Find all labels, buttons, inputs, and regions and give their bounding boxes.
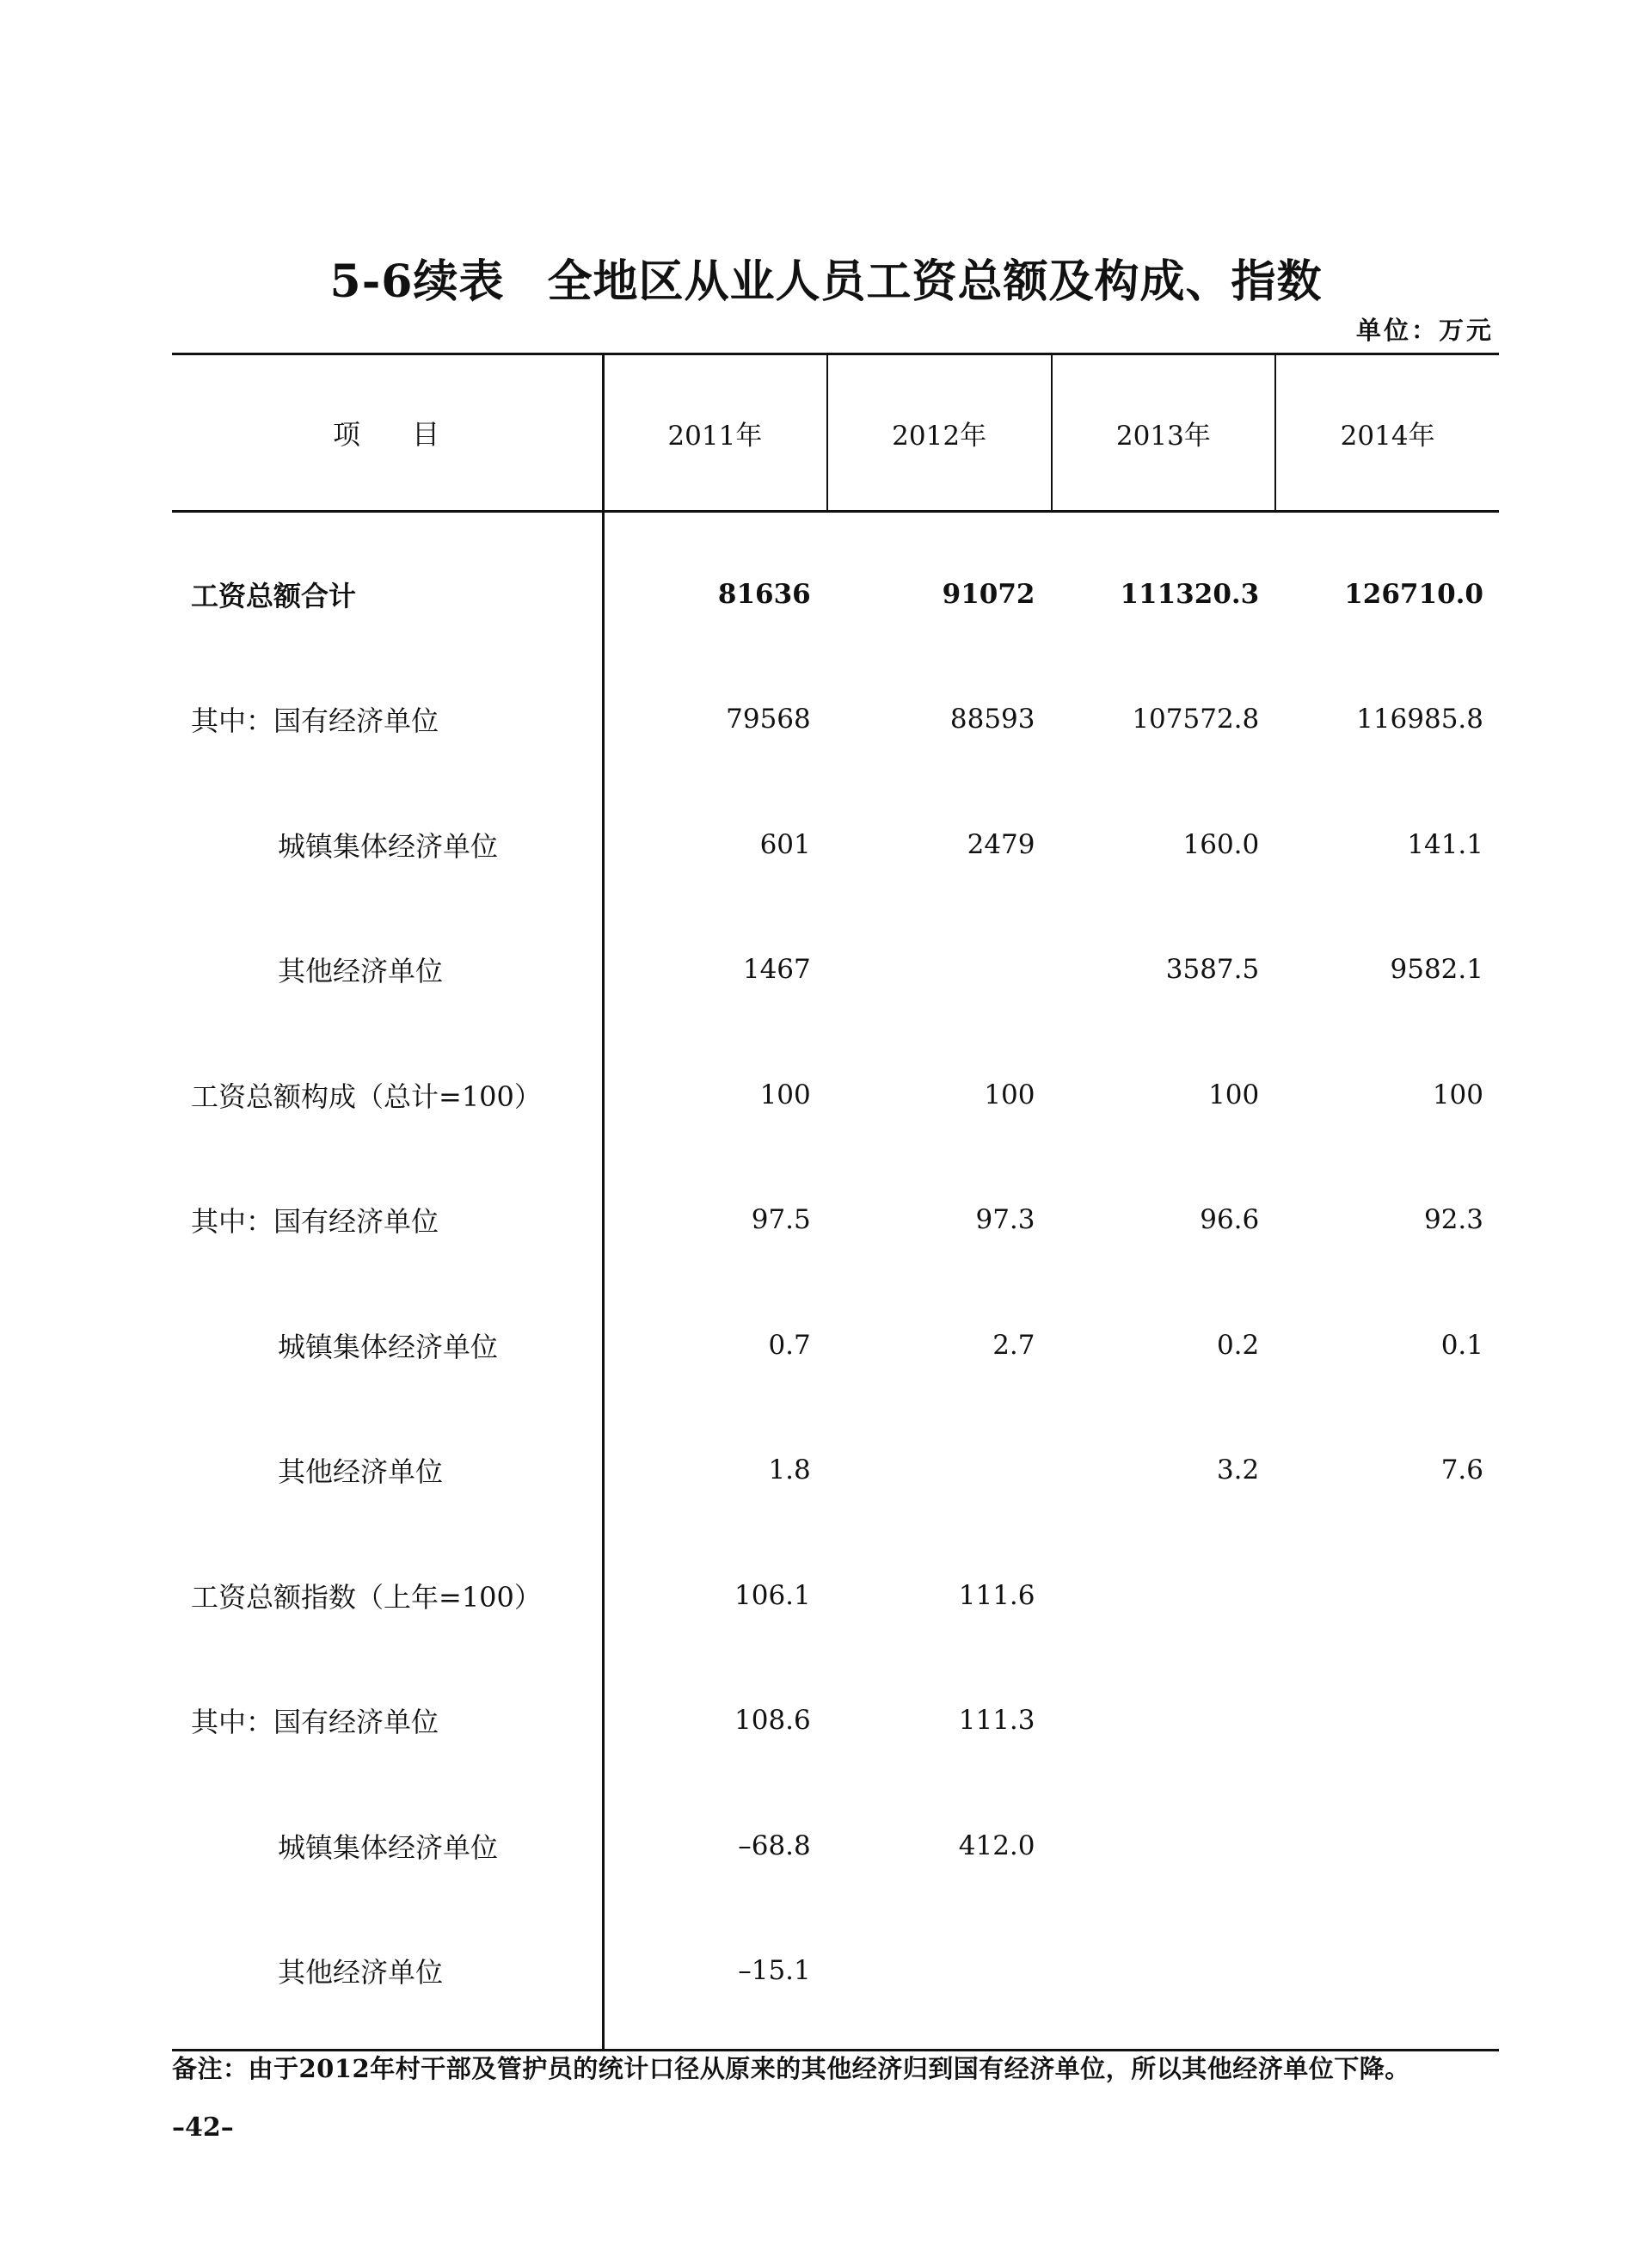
cell-value: 91072 [942, 578, 1035, 610]
row-label: 其中：国有经济单位 [191, 1706, 439, 1739]
unit-label: 单位：万元 [1355, 316, 1494, 345]
header-item: 项 目 [332, 418, 442, 451]
header-year-2014: 2014年 [1274, 355, 1499, 510]
cell-value: 412.0 [958, 1830, 1035, 1861]
row-label: 其他经济单位 [278, 1455, 444, 1489]
cell-value: 111.3 [958, 1705, 1035, 1737]
row-label: 城镇集体经济单位 [278, 1830, 499, 1864]
cell-value: 97.3 [975, 1204, 1035, 1236]
table-title: 全地区从业人员工资总额及构成、指数 [547, 255, 1323, 308]
cell-value: 1.8 [768, 1454, 811, 1486]
cell-value: 1467 [742, 954, 811, 986]
page-number: –42– [172, 2112, 234, 2143]
table-row [172, 1032, 1499, 1158]
data-table [172, 353, 1499, 2051]
header-year-2012: 2012年 [826, 355, 1051, 510]
row-label: 其他经济单位 [278, 1956, 444, 1989]
cell-value: 107572.8 [1132, 704, 1260, 735]
row-label: 工资总额合计 [191, 579, 357, 612]
row-label: 工资总额指数（上年=100） [191, 1580, 542, 1614]
table-header [172, 355, 1499, 513]
cell-value: 100 [1208, 1079, 1260, 1110]
cell-value: 111.6 [958, 1579, 1035, 1611]
table-row [172, 1408, 1499, 1534]
cell-value: 2.7 [992, 1329, 1035, 1361]
cell-value: 100 [759, 1079, 811, 1110]
header-year-2013: 2013年 [1051, 355, 1275, 510]
cell-value: 97.5 [751, 1204, 811, 1236]
cell-value: 160.0 [1182, 828, 1260, 860]
header-year-2011: 2011年 [602, 355, 826, 510]
row-label: 其他经济单位 [278, 955, 444, 988]
cell-value: 126710.0 [1344, 578, 1483, 610]
row-label: 城镇集体经济单位 [278, 829, 499, 863]
cell-value: 116985.8 [1356, 704, 1483, 735]
table-row [172, 907, 1499, 1033]
page-title [0, 245, 1652, 310]
table-row [172, 657, 1499, 783]
cell-value: 141.1 [1407, 828, 1483, 860]
cell-value: 0.1 [1440, 1329, 1483, 1361]
row-label: 工资总额构成（总计=100） [191, 1079, 542, 1113]
cell-value: 3587.5 [1165, 954, 1260, 986]
cell-value: 96.6 [1200, 1204, 1260, 1236]
cell-value: 0.7 [768, 1329, 811, 1361]
cell-value: 111320.3 [1120, 578, 1260, 610]
cell-value: 106.1 [734, 1579, 811, 1611]
table-row [172, 532, 1499, 657]
table-row [172, 1282, 1499, 1408]
table-row [172, 1783, 1499, 1909]
column-divider [602, 355, 605, 2049]
cell-value: 79568 [726, 704, 811, 735]
cell-value: 3.2 [1216, 1454, 1260, 1486]
table-row [172, 1658, 1499, 1784]
cell-value: 100 [1432, 1079, 1483, 1110]
cell-value: 100 [984, 1079, 1035, 1110]
cell-value: 0.2 [1216, 1329, 1260, 1361]
table-number: 5-6续表 [329, 255, 505, 308]
table-row [172, 1158, 1499, 1283]
footnote: 备注：由于2012年村干部及管护员的统计口径从原来的其他经济归到国有经济单位，所以其他经济单位下降。 [172, 2054, 1410, 2083]
cell-value: 108.6 [734, 1705, 811, 1737]
table-row [172, 782, 1499, 907]
cell-value: 81636 [717, 578, 811, 610]
cell-value: 9582.1 [1390, 954, 1483, 986]
cell-value: 2479 [967, 828, 1035, 860]
cell-value: 7.6 [1440, 1454, 1483, 1486]
cell-value: 92.3 [1423, 1204, 1483, 1236]
row-label: 城镇集体经济单位 [278, 1330, 499, 1363]
table-row [172, 1533, 1499, 1658]
cell-value: –15.1 [738, 1955, 811, 1987]
cell-value: 88593 [949, 704, 1035, 735]
row-label: 其中：国有经济单位 [191, 1205, 439, 1239]
row-label: 其中：国有经济单位 [191, 704, 439, 738]
cell-value: –68.8 [738, 1830, 811, 1861]
cell-value: 601 [759, 828, 811, 860]
table-row [172, 1909, 1499, 2034]
